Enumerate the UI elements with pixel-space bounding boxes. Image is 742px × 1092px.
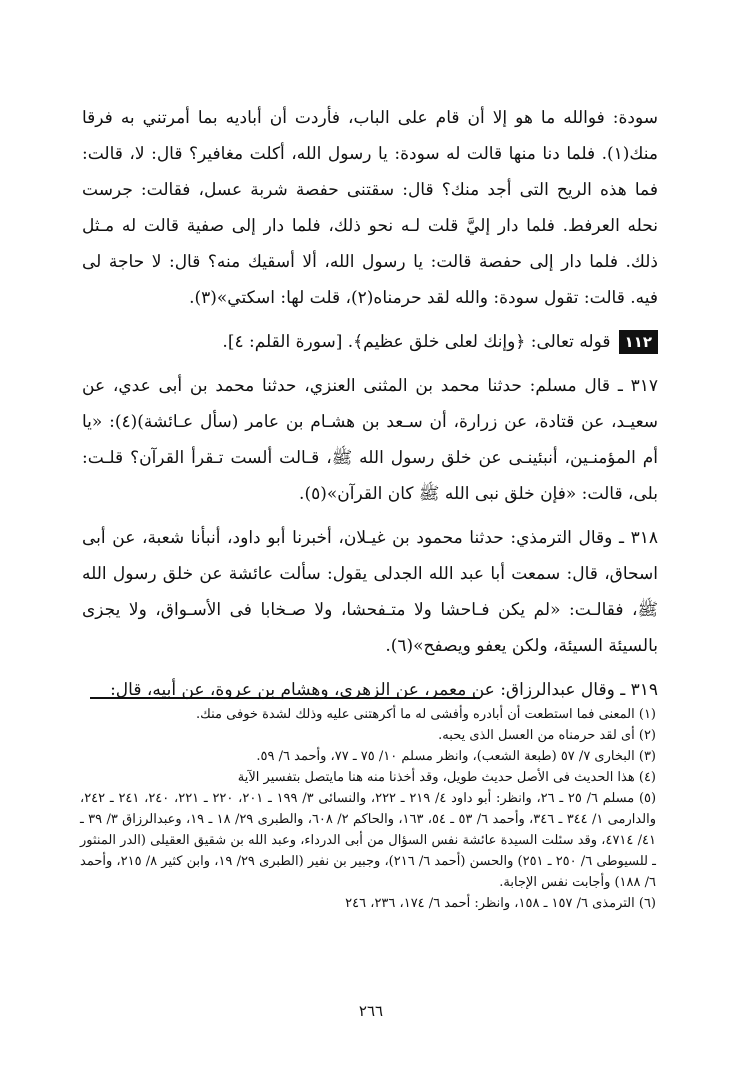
paragraph-319: ٣١٩ ـ وقال عبدالرزاق: عن معمر، عن الزهري، وهشام بن عروة، عن أبيه، قال: — [110, 680, 658, 700]
paragraph-318: ٣١٨ ـ وقال الترمذي: حدثنا محمود بن غيـلان، أخبرنا أبو داود، أنبأنا شعبة، عن أبى اسحاق، قال: سمعت أبا عبد الله الجدلى يقول: سألت عائشة عن خلق رسول الله ﷺ، فقالـت: «لم يكن فـاحشا ولا متـفحشا، ولا صـخابا فى الأسـواق، ولا يجزى بالسيئة السيئة، ولكن يعفو ويصفح»(٦). — [82, 528, 658, 656]
section-heading-row — [82, 324, 658, 360]
footnotes — [80, 704, 656, 914]
footnote-1: (١) المعنى فما استطعت أن أبادره وأفشى له ما أكرهتنى عليه وذلك لشدة خوفى منك. — [196, 707, 656, 722]
section-heading: قوله تعالى: ﴿وإنك لعلى خلق عظيم﴾. [سورة القلم: ٤]. — [222, 332, 611, 352]
footnote-3: (٣) البخارى ٧/ ٥٧ (طبعة الشعب)، وانظر مسلم ١٠/ ٧٥ ـ ٧٧، وأحمد ٦/ ٥٩. — [256, 749, 656, 764]
page-number: ٢٦٦ — [358, 1002, 384, 1020]
paragraph-1: سودة: فوالله ما هو إلا أن قام على الباب، فأردت أن أباديه بما أمرتني به فرقا منك(١). فلما دنا منها قالت له سودة: يا رسول الله، أكلت مغافير؟ قال: لا، قالت: فما هذه الريح التى أجد منك؟ قال: سقتنى حفصة شربة عسل، فقالت: جرست نحله العرفط. فلما دار إليَّ قلت لـه نحو ذلك، فلما دار إلى صفية قالت له مـثل ذلك. فلما دار إلى حفصة قالت: يا رسول الله، ألا أسقيك منه؟ قال: لا حاجة لى فيه. قالت: تقول سودة: والله لقد حرمناه(٢)، قلت لها: اسكتي»(٣). — [82, 108, 658, 308]
footnote-6: (٦) الترمذى ٦/ ١٥٧ ـ ١٥٨، وانظر: أحمد ٦/ ١٧٤، ٢٣٦، ٢٤٦ — [345, 896, 656, 911]
main-text — [82, 100, 658, 708]
footnote-2: (٢) أى لقد حرمناه من العسل الذى يحبه. — [438, 728, 656, 743]
section-number-badge: ١١٢ — [619, 330, 658, 354]
paragraph-317: ٣١٧ ـ قال مسلم: حدثنا محمد بن المثنى العنزي، حدثنا محمد بن أبى عدي، عن سعيـد، عن قتادة، عن زرارة، أن سـعد بن هشـام بن عامر (سأل عـائشة)(٤): «يا أم المؤمنـين، أنبئينـى عن خلق رسول الله ﷺ، قـالت ألست تـقرأ القرآن؟ قلـت: بلى، قالت: «فإن خلق نبى الله ﷺ كان القرآن»(٥). — [82, 376, 659, 504]
footnote-4: (٤) هذا الحديث فى الأصل حديث طويل، وقد أخذنا منه هنا مايتصل بتفسير الآية — [237, 770, 656, 785]
footnote-divider — [90, 697, 480, 699]
footnote-5: (٥) مسلم ٦/ ٢٥ ـ ٢٦، وانظر: أبو داود ٤/ ٢١٩ ـ ٢٢٢، والنسائى ٣/ ١٩٩ ـ ٢٠١، ٢٢٠ ـ ٢٢١، ٢٤٠، ٢٤١ ـ ٢٤٢، والدارمى ١/ ٣٤٤ ـ ٣٤٦، وأحمد ٦/ ٥٣ ـ ٥٤، ١٦٣، والحاكم ٢/ ٦٠٨، والطبرى ٢٩/ ١٨ ـ ١٩، وعبدالرزاق ٣/ ٣٩ ـ ٤١/ ٤٧١٤، وقد سئلت السيدة عائشة نفس السؤال من أبى الدرداء، وعبد الله بن شقيق العقيلى (الدر المنثور ـ للسيوطى ٦/ ٢٥٠ ـ ٢٥١) والحسن (أحمد ٦/ ٢١٦)، وجبير بن نفير (الطبرى ٢٩/ ١٩، وابن كثير ٨/ ٢١٥، وأحمد ٦/ ١٨٨) وأجابت نفس الإجابة. — [80, 791, 657, 890]
